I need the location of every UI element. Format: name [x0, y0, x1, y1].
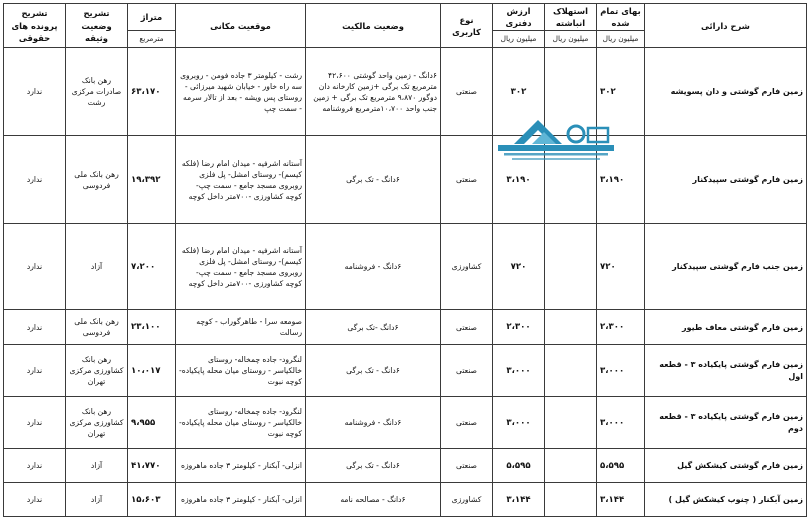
- asset-accumulated-depreciation: [545, 345, 597, 397]
- asset-usage-type: صنعتی: [441, 136, 493, 224]
- asset-cost-price: ۷۲۰: [597, 224, 645, 310]
- asset-ownership-status: ۶دانگ - فروشنامه: [306, 224, 441, 310]
- asset-location: لنگرود- جاده چمخاله- روستای خالکیاسر - روستای میان محله پایکیاده- کوچه نبوت: [176, 397, 306, 449]
- asset-location: انزلی- آبکنار - کیلومتر ۳ جاده ماهروزه: [176, 449, 306, 483]
- table-row: [4, 483, 807, 517]
- asset-book-value: ۳،۱۴۴: [493, 483, 545, 517]
- asset-legal-case: ندارد: [4, 310, 66, 345]
- asset-document-status: رهن بانک ملی فردوسی: [66, 310, 128, 345]
- asset-legal-case: ندارد: [4, 397, 66, 449]
- asset-ownership-status: ۶دانگ - تک برگی: [306, 449, 441, 483]
- asset-ownership-status: ۶دانگ - فروشنامه: [306, 397, 441, 449]
- assets-table: [3, 3, 807, 517]
- asset-usage-type: صنعتی: [441, 449, 493, 483]
- asset-area: ۲۳،۱۰۰: [128, 310, 176, 345]
- publisher-logo-icon: [492, 114, 620, 166]
- asset-accumulated-depreciation: [545, 397, 597, 449]
- table-row: [4, 310, 807, 345]
- asset-document-status: آزاد: [66, 224, 128, 310]
- asset-description: زمین فارم گوشتی سپیدکنار: [645, 136, 807, 224]
- asset-book-value: ۳،۱۹۰: [493, 136, 545, 224]
- asset-legal-case: ندارد: [4, 224, 66, 310]
- asset-description: زمین آبکنار ( چنوب کیشکش گیل ): [645, 483, 807, 517]
- asset-usage-type: کشاورزی: [441, 224, 493, 310]
- col-usage-type: نوع کاربری: [441, 4, 493, 48]
- asset-legal-case: ندارد: [4, 345, 66, 397]
- asset-document-status: آزاد: [66, 483, 128, 517]
- unit-accumulated-depreciation: میلیون ریال: [545, 31, 597, 48]
- col-description: شرح دارائی: [645, 4, 807, 48]
- asset-legal-case: ندارد: [4, 48, 66, 136]
- asset-location: لنگرود- جاده چمخاله- روستای خالکیاسر - روستای میان محله پایکیاده- کوچه نبوت: [176, 345, 306, 397]
- table-row: [4, 136, 807, 224]
- asset-area: ۷،۲۰۰: [128, 224, 176, 310]
- asset-usage-type: کشاورزی: [441, 483, 493, 517]
- asset-area: ۱۵،۶۰۳: [128, 483, 176, 517]
- asset-legal-case: ندارد: [4, 449, 66, 483]
- asset-book-value: ۲،۳۰۰: [493, 310, 545, 345]
- asset-location: انزلی- آبکنار - کیلومتر ۳ جاده ماهروزه: [176, 483, 306, 517]
- asset-description: زمین جنب فارم گوشتی سپیدکنار: [645, 224, 807, 310]
- asset-document-status: رهن بانک کشاورزی مرکزی تهران: [66, 345, 128, 397]
- asset-description: زمین فارم گوشتی معاف طیور: [645, 310, 807, 345]
- asset-description: زمین فارم گوشتی کیشکش گیل: [645, 449, 807, 483]
- asset-location: آستانه اشرفیه - میدان امام رضا (فلکه کیسم)- روستای امشل- پل فلزی روبروی مسجد جامع - سمت چپ- کوچه کشاورزی -۷۰۰متر داخل کوچه: [176, 136, 306, 224]
- asset-cost-price: ۳،۱۴۴: [597, 483, 645, 517]
- asset-cost-price: ۲،۳۰۰: [597, 310, 645, 345]
- asset-description: زمین فارم گوشتی پایکیاده ۳ - قطعه اول: [645, 345, 807, 397]
- asset-document-status: رهن بانک کشاورزی مرکزی تهران: [66, 397, 128, 449]
- asset-usage-type: صنعتی: [441, 48, 493, 136]
- asset-cost-price: ۵،۵۹۵: [597, 449, 645, 483]
- table-row: [4, 397, 807, 449]
- asset-location: رشت - کیلومتر ۳ جاده فومن - روبروی سه راه خاور - خیابان شهید میرزائی - روستای پس ویشه - بعد از تالار سرمه - سمت چپ: [176, 48, 306, 136]
- asset-area: ۴۱،۷۷۰: [128, 449, 176, 483]
- asset-ownership-status: ۶دانگ - زمین واحد گوشتی ۴۲،۶۰۰ مترمربع تک برگی +زمین کارخانه دان دوگور ۹،۸۷۰ مترمربع تک برگی + زمین جنب واحد ۱۰،۷۰۰مترمربع فروشنامه: [306, 48, 441, 136]
- col-document-status: تشریح وضعیت وثیقه: [66, 4, 128, 48]
- asset-area: ۶۳،۱۷۰: [128, 48, 176, 136]
- col-location: موقعیت مکانی: [176, 4, 306, 48]
- asset-book-value: ۷۲۰: [493, 224, 545, 310]
- col-cost-price: بهای تمام شده: [597, 4, 645, 31]
- asset-accumulated-depreciation: [545, 224, 597, 310]
- asset-usage-type: صنعتی: [441, 310, 493, 345]
- col-area: متراژ: [128, 4, 176, 31]
- unit-area: مترمربع: [128, 31, 176, 48]
- asset-cost-price: ۳،۰۰۰: [597, 345, 645, 397]
- asset-accumulated-depreciation: [545, 449, 597, 483]
- asset-area: ۱۹،۳۹۲: [128, 136, 176, 224]
- asset-document-status: آزاد: [66, 449, 128, 483]
- asset-accumulated-depreciation: [545, 310, 597, 345]
- asset-document-status: رهن بانک صادرات مرکزی رشت: [66, 48, 128, 136]
- asset-legal-case: ندارد: [4, 483, 66, 517]
- asset-cost-price: ۳،۰۰۰: [597, 397, 645, 449]
- asset-document-status: رهن بانک ملی فردوسی: [66, 136, 128, 224]
- asset-book-value: ۳۰۲: [493, 48, 545, 136]
- asset-book-value: ۳،۰۰۰: [493, 345, 545, 397]
- col-accumulated-depreciation: استهلاک انباشته: [545, 4, 597, 31]
- col-ownership-status: وضعیت مالکیت: [306, 4, 441, 48]
- col-book-value: ارزش دفتری: [493, 4, 545, 31]
- asset-location: صومعه سرا - طاهرگوراب - کوچه رسالت: [176, 310, 306, 345]
- asset-location: آستانه اشرفیه - میدان امام رضا (فلکه کیسم)- روستای امشل- پل فلزی روبروی مسجد جامع - سمت چپ- کوچه کشاورزی -۷۰۰متر داخل کوچه: [176, 224, 306, 310]
- asset-accumulated-depreciation: [545, 483, 597, 517]
- asset-usage-type: صنعتی: [441, 345, 493, 397]
- header-row: [4, 4, 807, 31]
- col-legal-case: تشریح پرونده های حقوقی: [4, 4, 66, 48]
- asset-area: ۱۰،۰۱۷: [128, 345, 176, 397]
- asset-legal-case: ندارد: [4, 136, 66, 224]
- table-row: [4, 449, 807, 483]
- table-row: [4, 48, 807, 136]
- asset-book-value: ۵،۵۹۵: [493, 449, 545, 483]
- asset-ownership-status: ۶دانگ -تک برگی: [306, 310, 441, 345]
- table-row: [4, 224, 807, 310]
- asset-area: ۹،۹۵۵: [128, 397, 176, 449]
- asset-ownership-status: ۶دانگ - مصالحه نامه: [306, 483, 441, 517]
- asset-ownership-status: ۶دانگ - تک برگی: [306, 345, 441, 397]
- asset-usage-type: صنعتی: [441, 397, 493, 449]
- unit-book-value: میلیون ریال: [493, 31, 545, 48]
- unit-cost-price: میلیون ریال: [597, 31, 645, 48]
- table-row: [4, 345, 807, 397]
- asset-description: زمین فارم گوشتی و دان پسویشه: [645, 48, 807, 136]
- asset-cost-price: ۳،۱۹۰: [597, 136, 645, 224]
- asset-ownership-status: ۶دانگ - تک برگی: [306, 136, 441, 224]
- asset-description: زمین فارم گوشتی پایکیاده ۳ - قطعه دوم: [645, 397, 807, 449]
- asset-book-value: ۳،۰۰۰: [493, 397, 545, 449]
- asset-cost-price: ۳۰۲: [597, 48, 645, 136]
